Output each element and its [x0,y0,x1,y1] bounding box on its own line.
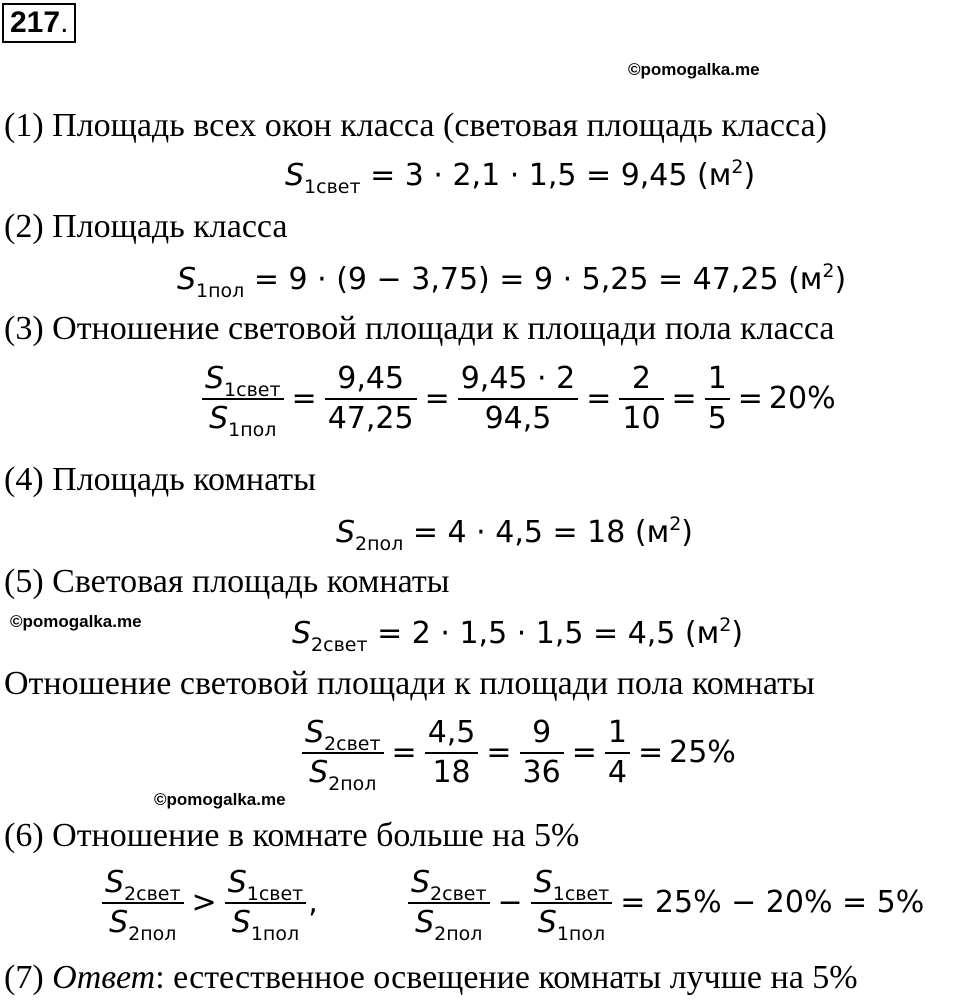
line-5-heading: (5) Световая площадь комнаты [4,563,450,600]
line-3-heading: (3) Отношение световой площади к площади пола класса [4,310,835,347]
equals-sign: = [637,735,664,770]
subscript: 1свет [246,883,304,905]
equals-sign: = [571,735,597,770]
numerator [531,864,613,904]
numerator [408,864,490,904]
equation-4 [336,513,693,553]
numerator [202,360,284,400]
s-symbol: S [411,865,431,900]
equation-4-rhs: = 4 · 4,5 = 18 (м [403,515,670,550]
answer-text: : естественное освещение комнаты лучше на 5% [155,959,858,996]
subscript: 2свет [430,883,487,905]
problem-number: 217 [10,6,61,39]
denominator: 36 [522,755,561,790]
denominator [302,754,384,795]
watermark-bottom: ©pomogalka.me [154,790,286,809]
denominator [225,904,307,945]
subscript: 2пол [128,923,177,945]
difference-result: = 25% − 20% = 5% [620,885,925,920]
equals-sign: = [737,381,763,416]
denominator: 4 [607,755,627,790]
fraction [619,360,663,438]
numerator: 9 [520,714,564,754]
denominator: 10 [622,401,661,436]
difference-6 [406,864,925,945]
close-paren: ) [743,158,756,193]
subscript: 2свет [124,883,181,905]
fraction [102,864,184,945]
subscript: 1свет [552,883,610,905]
subscript: 2пол [328,773,377,795]
equals-sign: = [391,735,417,770]
denominator: 18 [432,755,471,790]
numerator [302,714,384,754]
fraction [520,714,564,792]
fraction [225,864,307,945]
equation-1-rhs: = 3 · 2,1 · 1,5 = 9,45 (м [360,158,732,193]
s-symbol: S [177,262,197,297]
equals-sign: = [671,381,697,416]
s-symbol: S [292,616,312,651]
fraction [408,864,490,945]
line-1-heading: (1) Площадь всех окон класса (световая площадь класса) [4,107,827,144]
fraction [302,714,384,795]
result-value: 20% [768,381,836,416]
greater-than-sign: > [191,885,217,920]
close-paren: ) [731,616,744,651]
numerator: 9,45 [325,360,417,400]
denominator [102,904,184,945]
equation-5-rhs: = 2 · 1,5 · 1,5 = 4,5 (м [367,616,720,651]
denominator [202,400,284,441]
s-symbol: S [105,865,125,900]
fraction [705,360,730,438]
numerator: 1 [605,714,630,754]
numerator: 2 [619,360,663,400]
s-symbol: S [309,755,329,790]
equation-1 [285,156,755,196]
answer-prefix: (7) [4,959,53,996]
superscript: 2 [731,156,744,178]
s-symbol: S [205,361,225,396]
subscript: 1свет [224,379,281,401]
close-paren: ) [681,515,694,550]
watermark-top: ©pomogalka.me [628,60,760,79]
subscript: 2пол [434,923,483,945]
fraction [458,360,579,438]
equals-sign: = [486,735,512,770]
s-symbol: S [336,515,356,550]
s-symbol: S [209,401,229,436]
s-symbol: S [227,865,247,900]
inequality-6 [100,864,318,945]
superscript: 2 [669,513,682,535]
fraction [202,360,284,441]
equation-5 [292,614,743,654]
equals-sign: = [586,381,612,416]
equation-5b [300,714,736,795]
minus-sign: − [497,885,523,920]
denominator [531,904,613,945]
line-5b-heading: Отношение световой площади к площади пола комнаты [4,665,815,702]
denominator: 5 [707,401,727,436]
superscript: 2 [822,260,835,282]
subscript: 2свет [311,634,368,656]
denominator: 94,5 [484,401,552,436]
numerator: 4,5 [425,714,479,754]
s-symbol: S [537,905,557,940]
subscript: 1пол [228,419,277,441]
denominator [408,904,490,945]
answer-label: Ответ [52,959,156,996]
numerator: 9,45 · 2 [458,360,579,400]
line-7-answer [4,958,858,998]
s-symbol: S [285,158,305,193]
line-4-heading: (4) Площадь комнаты [4,461,317,498]
equation-3 [200,360,836,441]
equals-sign: = [291,381,317,416]
line-6-heading: (6) Отношение в комнате больше на 5% [4,817,580,854]
subscript: 1пол [250,923,300,945]
subscript: 2свет [324,733,381,755]
fraction [531,864,613,945]
problem-number-dot: . [60,6,69,39]
fraction [325,360,417,438]
s-symbol: S [415,905,435,940]
close-paren: ) [834,262,847,297]
fraction [425,714,479,792]
denominator: 47,25 [327,401,414,436]
watermark-middle: ©pomogalka.me [10,612,142,631]
s-symbol: S [305,715,325,750]
fraction [605,714,630,792]
numerator [102,864,184,904]
comma: , [308,885,318,920]
subscript: 1пол [196,280,245,302]
subscript: 1свет [304,176,361,198]
s-symbol: S [533,865,553,900]
subscript: 2пол [355,533,404,555]
line-2-heading: (2) Площадь класса [4,208,288,245]
s-symbol: S [109,905,129,940]
equation-2-rhs: = 9 · (9 − 3,75) = 9 · 5,25 = 47,25 (м [244,262,823,297]
equation-2 [177,260,846,300]
numerator [225,864,307,904]
superscript: 2 [719,614,732,636]
problem-number-box [2,3,76,43]
subscript: 1пол [556,923,606,945]
equals-sign: = [424,381,450,416]
result-value: 25% [669,735,736,770]
numerator: 1 [705,360,730,400]
s-symbol: S [231,905,251,940]
